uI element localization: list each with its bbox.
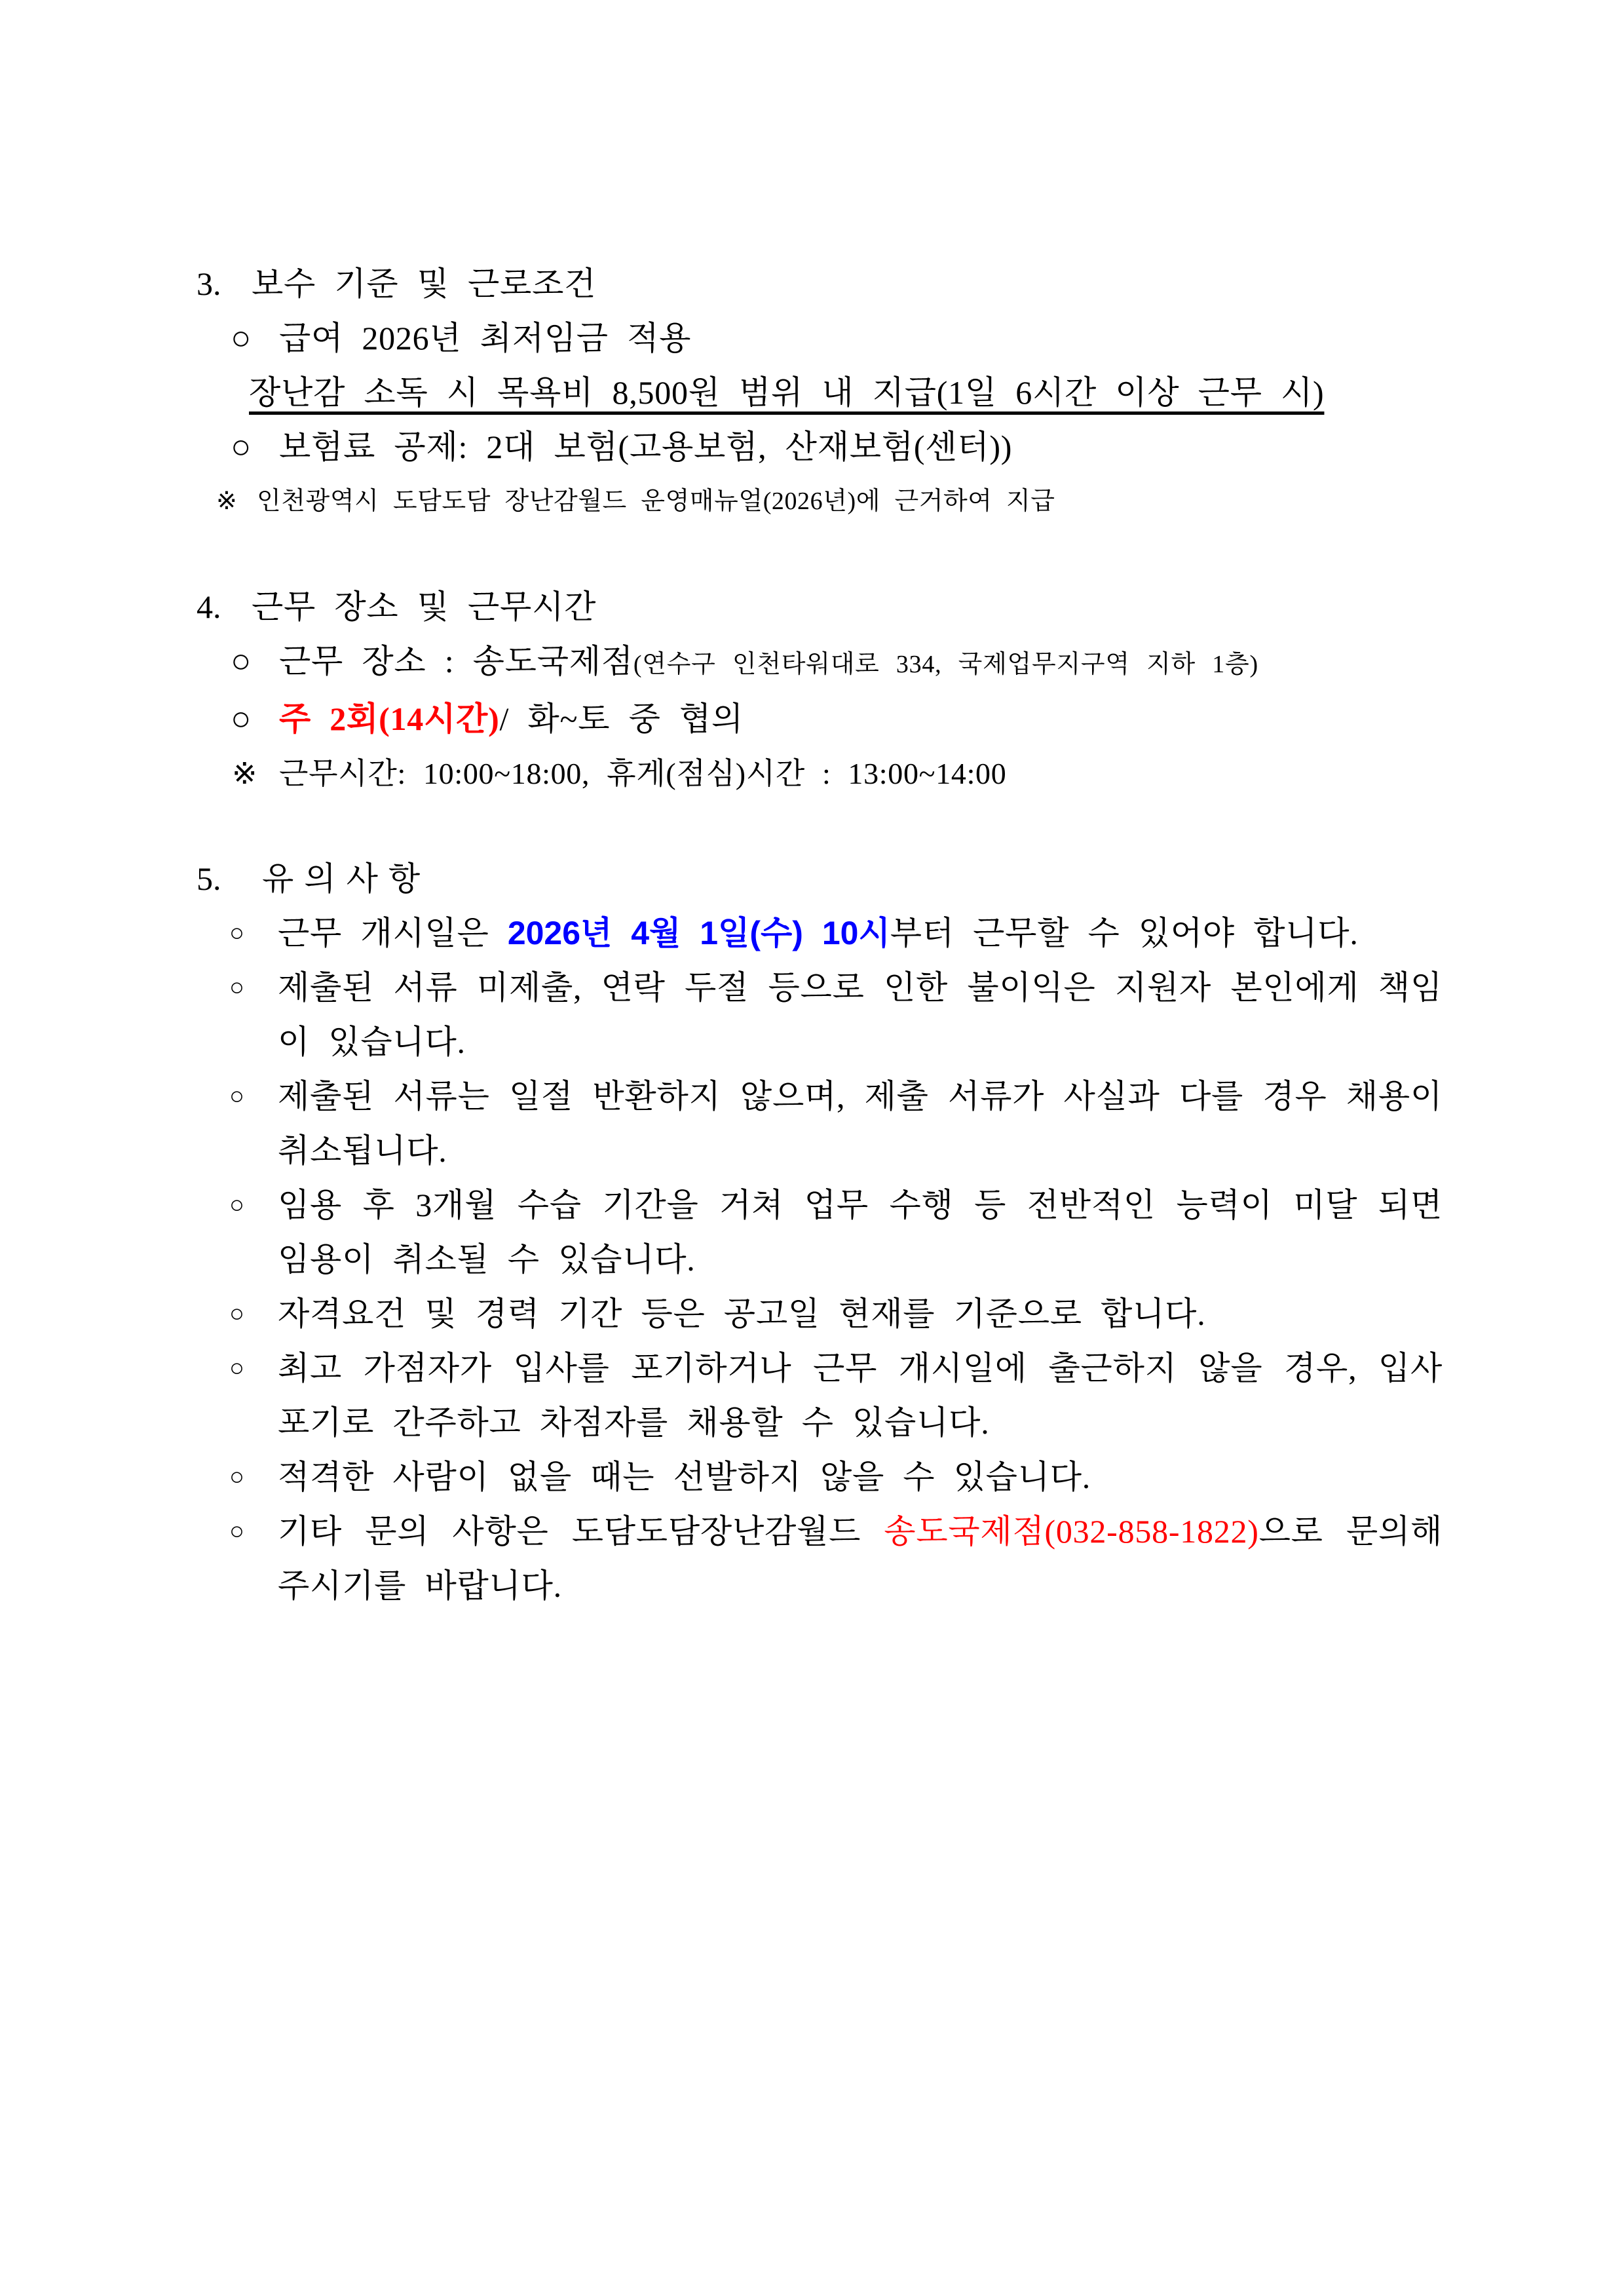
contact-phone-highlight: 송도국제점(032-858-1822): [884, 1513, 1259, 1550]
manual-reference-text: 인천광역시 도담도담 장난감월드 운영매뉴얼(2026년)에 근거하여 지급: [257, 488, 1055, 515]
contact-pre: 기타 문의 사항은 도담도담장난감월드: [278, 1513, 884, 1550]
manual-reference-note: [197, 474, 1443, 529]
no-return-documents-text: 제출된 서류는 일절 반환하지 않으며, 제출 서류가 사실과 다를 경우 채용이 취소됩니다.: [278, 1078, 1443, 1169]
probation-item: [197, 1178, 1443, 1287]
section-5-number: 5.: [197, 860, 221, 897]
circle-bullet-icon: ○: [231, 700, 252, 738]
qualification-date-item: [197, 1287, 1443, 1341]
no-selection-item: [197, 1450, 1443, 1504]
work-location-item: [197, 634, 1443, 692]
circle-bullet-icon: ○: [229, 1300, 244, 1328]
contact-item: [197, 1504, 1443, 1613]
circle-bullet-icon: ○: [229, 1082, 244, 1110]
circle-bullet-icon: ○: [231, 429, 252, 466]
reference-mark-icon: ※: [216, 488, 237, 515]
work-frequency-item: [197, 692, 1443, 746]
document-content: [197, 257, 1443, 1613]
start-date-item: [197, 906, 1443, 961]
section-notes: [197, 852, 1443, 1613]
insurance-item-text: 보험료 공제: 2대 보험(고용보험, 산재보험(센터)): [279, 429, 1013, 465]
section-4-number: 4.: [197, 588, 221, 625]
section-4-title: 근무 장소 및 근무시간: [252, 588, 597, 625]
section-compensation: [197, 257, 1443, 529]
reference-mark-icon: ※: [232, 757, 257, 790]
work-frequency-days: 화~토 중 협의: [509, 700, 744, 737]
section-3-number: 3.: [197, 265, 221, 302]
runner-up-text: 최고 가점자가 입사를 포기하거나 근무 개시일에 출근하지 않을 경우, 입사포기로 간주하고 차점자를 채용할 수 있습니다.: [278, 1350, 1443, 1441]
contact-post: 으로 문의해 주시기를 바랍니다.: [278, 1513, 1443, 1604]
work-location-text: 근무 장소 : 송도국제점: [279, 643, 633, 679]
salary-item: [197, 311, 1443, 366]
section-4-heading: [197, 580, 1443, 634]
circle-bullet-icon: ○: [229, 1463, 244, 1491]
circle-bullet-icon: ○: [231, 643, 252, 680]
circle-bullet-icon: ○: [231, 320, 252, 357]
work-hours-note: [197, 746, 1443, 801]
circle-bullet-icon: ○: [229, 919, 244, 947]
qualification-date-text: 자격요건 및 경력 기간 등은 공고일 현재를 기준으로 합니다.: [278, 1295, 1206, 1332]
section-3-heading: [197, 257, 1443, 311]
circle-bullet-icon: ○: [229, 1354, 244, 1382]
work-hours-text: 근무시간: 10:00~18:00, 휴게(점심)시간 : 13:00~14:00: [279, 757, 1007, 790]
runner-up-item: [197, 1341, 1443, 1450]
no-selection-text: 적격한 사람이 없을 때는 선발하지 않을 수 있습니다.: [278, 1459, 1091, 1495]
work-location-address: (연수구 인천타워대로 334, 국제업무지구역 지하 1층): [633, 651, 1258, 678]
start-date-highlight: 2026년 4월 1일(수) 10시: [507, 915, 890, 951]
missing-documents-text: 제출된 서류 미제출, 연락 두절 등으로 인한 불이익은 지원자 본인에게 책임이 있습니다.: [278, 969, 1443, 1060]
missing-documents-item: [197, 961, 1443, 1069]
no-return-documents-item: [197, 1069, 1443, 1178]
start-date-post: 부터 근무할 수 있어야 합니다.: [890, 915, 1359, 951]
salary-item-text: 급여 2026년 최저임금 적용: [279, 320, 692, 356]
bath-fee-subitem: [197, 366, 1443, 420]
circle-bullet-icon: ○: [229, 974, 244, 1001]
section-5-title: 유의사항: [262, 860, 431, 897]
work-frequency-slash: /: [499, 700, 510, 737]
circle-bullet-icon: ○: [229, 1191, 244, 1219]
probation-text: 임용 후 3개월 수습 기간을 거쳐 업무 수행 등 전반적인 능력이 미달 되면 임용이 취소될 수 있습니다.: [278, 1187, 1443, 1278]
section-5-heading: [197, 852, 1443, 906]
work-frequency-highlight: 주 2회(14시간): [279, 700, 500, 737]
insurance-item: [197, 420, 1443, 474]
bath-fee-underlined-text: 장난감 소독 시 목욕비 8,500원 범위 내 지급(1일 6시간 이상 근무 시): [249, 374, 1325, 411]
circle-bullet-icon: ○: [229, 1518, 244, 1545]
section-3-title: 보수 기준 및 근로조건: [252, 265, 597, 302]
section-workplace: [197, 580, 1443, 801]
start-date-pre: 근무 개시일은: [278, 915, 508, 951]
